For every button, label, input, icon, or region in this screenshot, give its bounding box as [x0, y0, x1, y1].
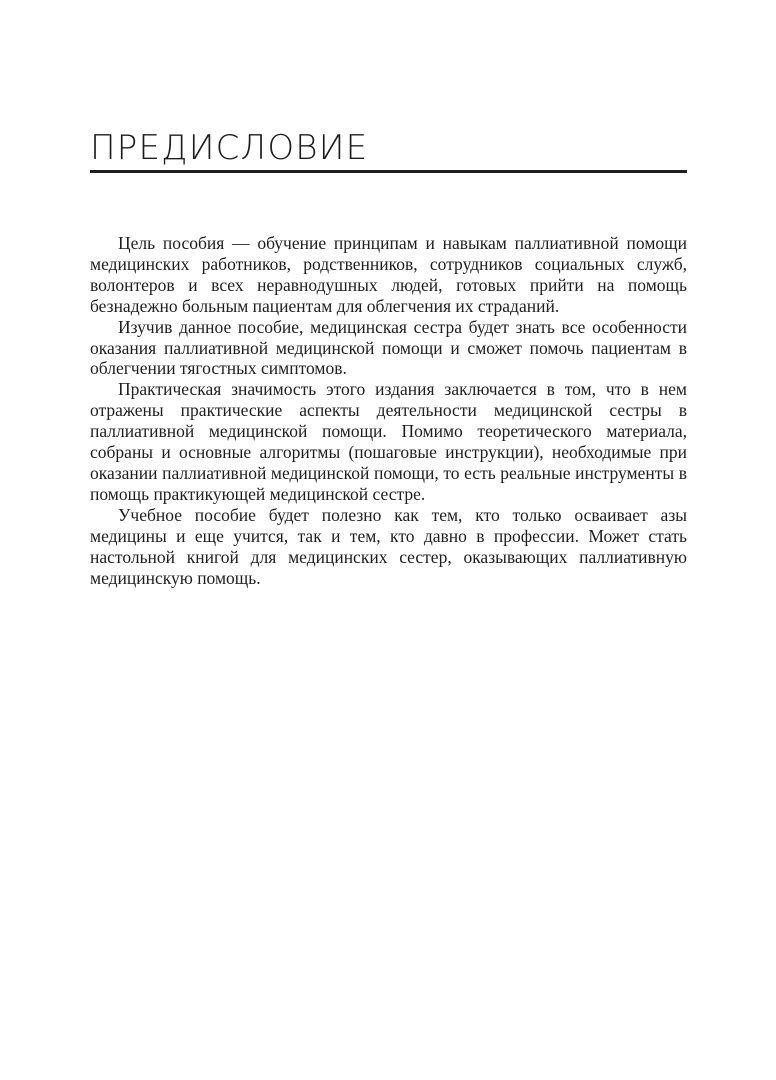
- paragraph-purpose: Цель пособия — обучение принципам и навыкам паллиативной помощи медицинских работников, родственников, сотрудников социальных служб, волонтеров и всех неравнодушных людей, готовых прийти на помощь безнадежно больным пациентам для облегчения их страданий.: [90, 233, 687, 316]
- heading-underline-divider: [90, 170, 687, 173]
- paragraph-practical-value: Практическая значимость этого издания заключается в том, что в нем отражены практические аспекты деятельности медицинской сестры в паллиативной медицинской помощи. Помимо теоретического материала, собраны и основные алгоритмы (пошаговые инструкции), необходимые при оказании паллиативной медицинской помощи, то есть реальные инструменты в помощь практикующей медицинской сестре.: [90, 379, 687, 504]
- paragraph-audience: Учебное пособие будет полезно как тем, кто только осваивает азы медицины и еще учится, так и тем, кто давно в профессии. Может стать настольной книгой для медицинских сестер, оказывающих паллиативную медицинскую помощь.: [90, 504, 687, 588]
- page-title: ПРЕДИСЛОВИЕ: [90, 128, 369, 168]
- paragraph-outcomes: Изучив данное пособие, медицинская сестра будет знать все особенности оказания паллиативной медицинской помощи и сможет помочь пациентам в облегчении тягостных симптомов.: [90, 316, 687, 379]
- preface-body: [90, 233, 687, 588]
